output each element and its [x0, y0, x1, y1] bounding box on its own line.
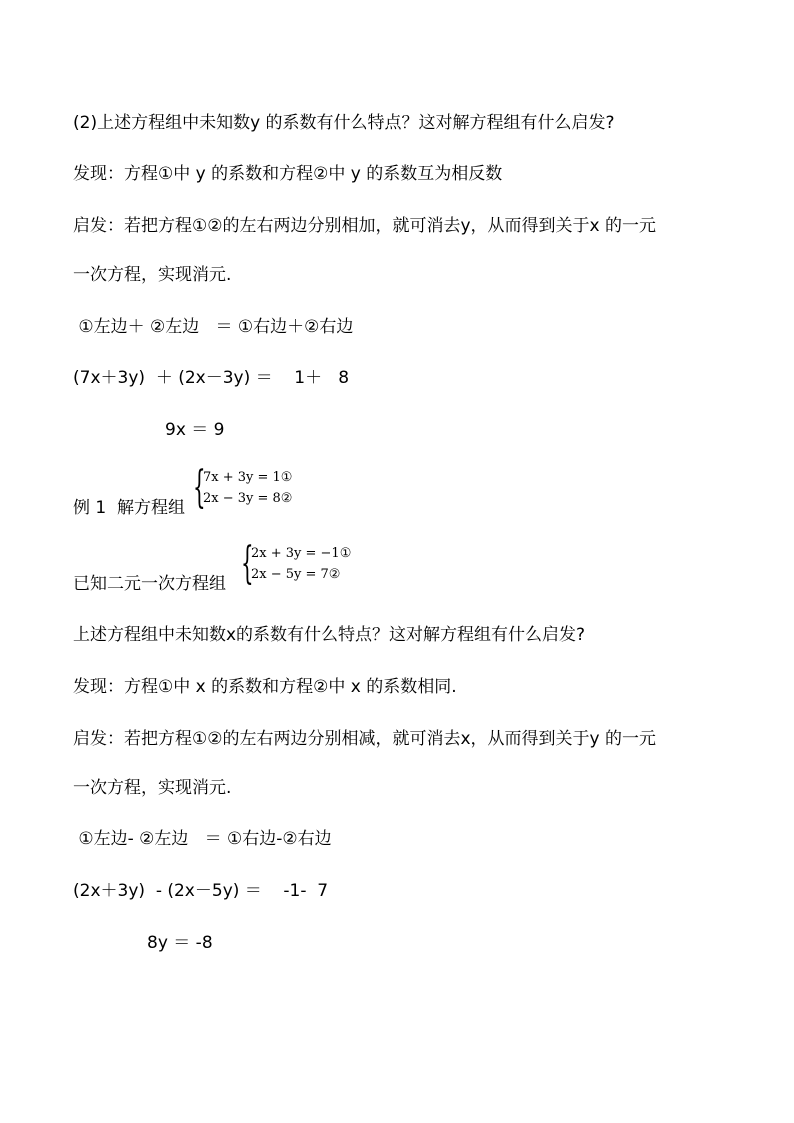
- line-11: 发现：方程①中 x 的系数和方程②中 x 的系数相同.: [73, 677, 457, 697]
- line-3: 启发：若把方程①②的左右两边分别相加，就可消去y，从而得到关于x 的一元: [73, 216, 657, 236]
- line-15: (2x＋3y) - (2x－5y) ＝ -1- 7: [73, 881, 329, 901]
- system1-eq1: 7x + 3y = 1①: [203, 470, 293, 485]
- line-2: 发现：方程①中 y 的系数和方程②中 y 的系数互为相反数: [73, 164, 503, 184]
- line-7: 9x ＝ 9: [165, 420, 225, 440]
- line-1: (2)上述方程组中未知数y 的系数有什么特点？这对解方程组有什么启发?: [73, 113, 615, 133]
- system1-eq2: 2x − 3y = 8②: [203, 491, 293, 506]
- line-10: 上述方程组中未知数x的系数有什么特点？这对解方程组有什么启发?: [73, 625, 586, 645]
- line-9: 已知二元一次方程组: [73, 574, 226, 594]
- left-brace: {: [241, 538, 254, 589]
- system2-eq1: 2x + 3y = −1①: [251, 546, 352, 561]
- line-12: 启发：若把方程①②的左右两边分别相减，就可消去x，从而得到关于y 的一元: [73, 729, 657, 749]
- line-4: 一次方程，实现消元.: [73, 265, 232, 285]
- line-5: ①左边＋ ②左边 ＝ ①右边＋②右边: [73, 317, 354, 337]
- equation-system-2: [241, 538, 352, 589]
- line-16: 8y ＝ -8: [147, 933, 213, 953]
- left-brace: {: [193, 462, 206, 513]
- line-6: (7x＋3y) ＋ (2x－3y) ＝ 1＋ 8: [73, 368, 350, 388]
- line-13: 一次方程，实现消元.: [73, 778, 232, 798]
- line-14: ①左边- ②左边 ＝ ①右边-②右边: [73, 829, 332, 849]
- line-8: 例 1 解方程组: [73, 498, 186, 518]
- equation-system-1: [193, 462, 293, 513]
- system2-eq2: 2x − 5y = 7②: [251, 567, 341, 582]
